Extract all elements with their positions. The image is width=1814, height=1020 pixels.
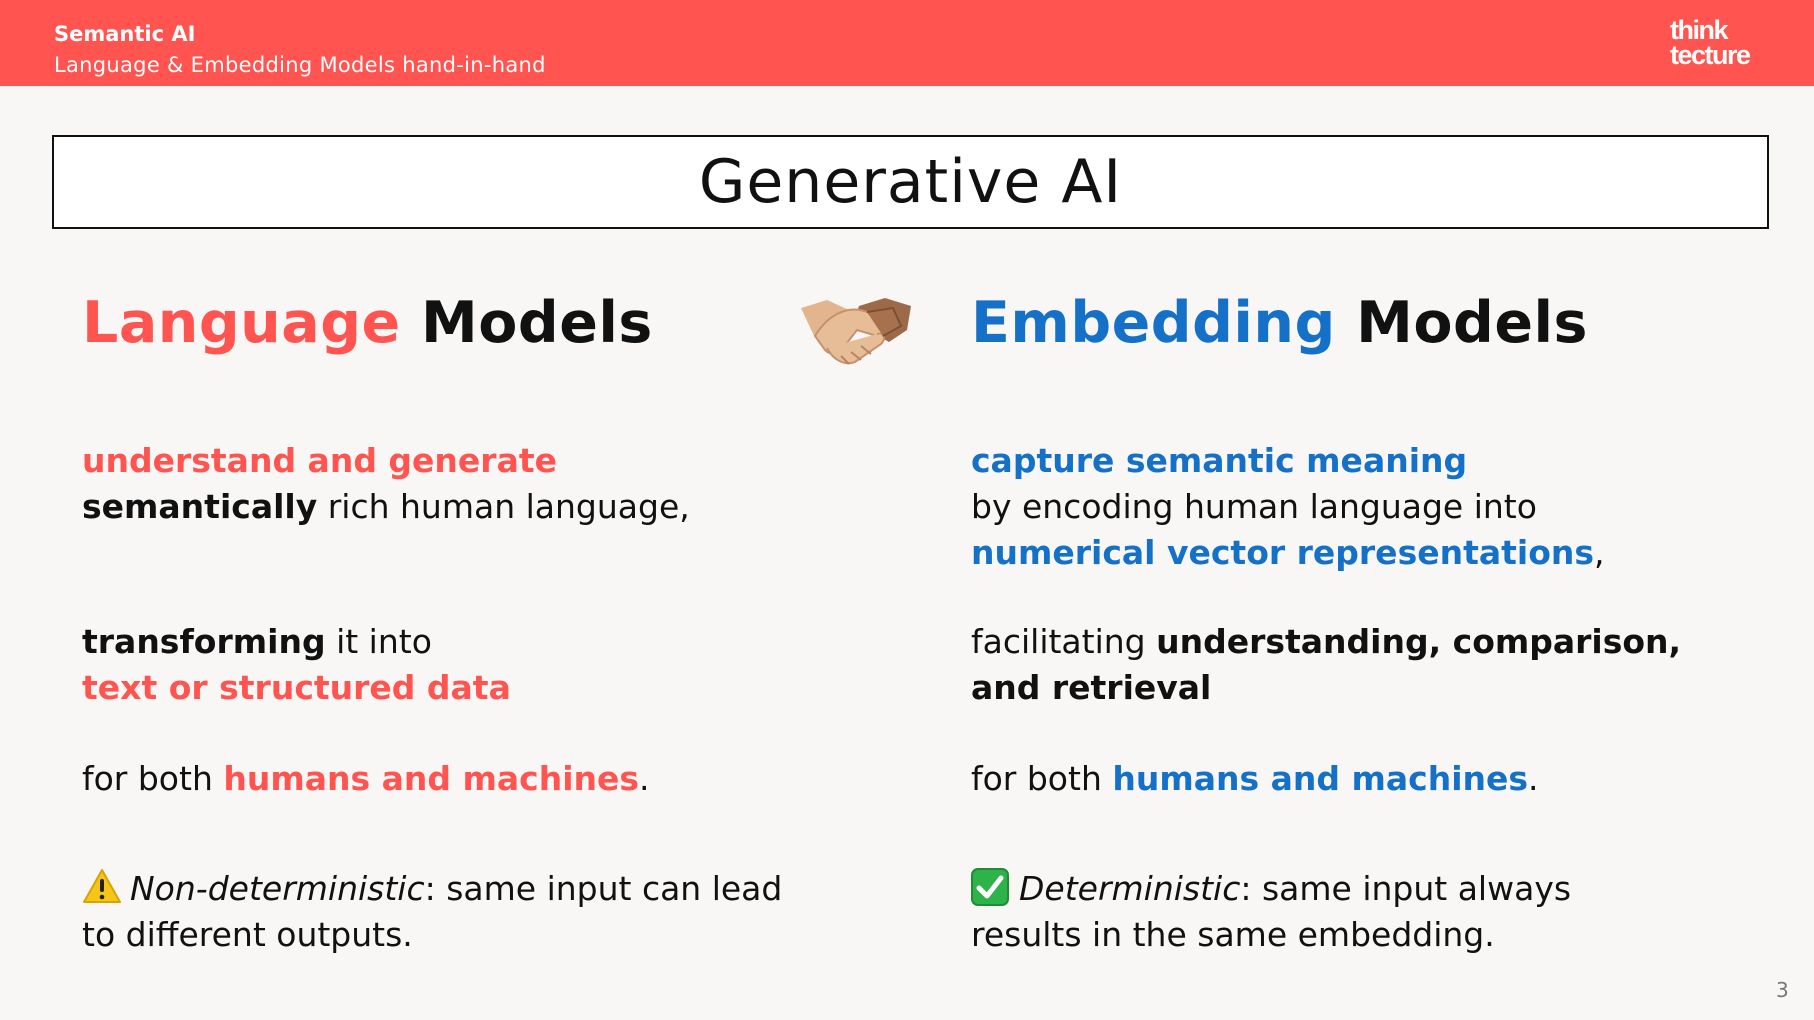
- logo-line-1: think: [1670, 15, 1727, 45]
- handshake-icon: [797, 286, 915, 370]
- heading-accent: Language: [82, 290, 401, 356]
- lm-paragraph-3: [82, 756, 650, 802]
- lm-note-text: : same input can lead: [424, 869, 783, 908]
- lm-paragraph-2: [82, 619, 511, 711]
- lm-note-italic: Non-deterministic: [130, 869, 425, 908]
- lm-p3-period: .: [639, 759, 650, 798]
- lm-p1-bold: semantically: [82, 487, 318, 526]
- em-p1-comma: ,: [1594, 533, 1605, 572]
- em-paragraph-1: [971, 438, 1605, 576]
- heading-accent: Embedding: [971, 290, 1336, 356]
- slide-title: Generative AI: [698, 147, 1123, 217]
- embedding-models-heading: [971, 290, 1588, 356]
- em-p2-bold: understanding, comparison,: [1156, 622, 1682, 661]
- em-note-text: : same input always: [1240, 869, 1572, 908]
- lm-paragraph-1: [82, 438, 690, 530]
- lm-p2-bold: transforming: [82, 622, 326, 661]
- logo-line-2: tecture: [1670, 40, 1750, 70]
- em-p1-accent: capture semantic meaning: [971, 441, 1468, 480]
- header-title: Semantic AI: [54, 22, 196, 46]
- lm-p3-accent: humans and machines: [223, 759, 640, 798]
- heading-rest: Models: [400, 290, 653, 356]
- em-p1-text: by encoding human language into: [971, 487, 1537, 526]
- em-note-line-2: results in the same embedding.: [971, 915, 1495, 954]
- em-p3-accent: humans and machines: [1112, 759, 1529, 798]
- lm-note-line-2: to different outputs.: [82, 915, 413, 954]
- em-p2-bold-2: and retrieval: [971, 668, 1212, 707]
- em-note-italic: Deterministic: [1019, 869, 1241, 908]
- page-number: 3: [1776, 978, 1789, 1002]
- em-note: [971, 866, 1571, 958]
- lm-p3-text: for both: [82, 759, 224, 798]
- lm-p1-text: rich human language,: [317, 487, 690, 526]
- em-p3-period: .: [1528, 759, 1539, 798]
- em-paragraph-2: [971, 619, 1681, 711]
- language-models-heading: [82, 290, 653, 356]
- lm-p2-accent: text or structured data: [82, 668, 511, 707]
- warning-icon: [82, 868, 122, 904]
- em-p1-accent-2: numerical vector representations: [971, 533, 1595, 572]
- header-bar: [0, 0, 1814, 86]
- em-p3-text: for both: [971, 759, 1113, 798]
- em-p2-text: facilitating: [971, 622, 1157, 661]
- check-mark-icon: [971, 868, 1009, 906]
- lm-note: [82, 866, 782, 958]
- lm-p1-accent: understand and generate: [82, 441, 558, 480]
- thinktecture-logo: [1670, 15, 1750, 70]
- header-subtitle: Language & Embedding Models hand-in-hand: [54, 53, 546, 77]
- em-paragraph-3: [971, 756, 1539, 802]
- heading-rest: Models: [1335, 290, 1588, 356]
- slide-title-box: [52, 135, 1769, 229]
- lm-p2-text: it into: [325, 622, 432, 661]
